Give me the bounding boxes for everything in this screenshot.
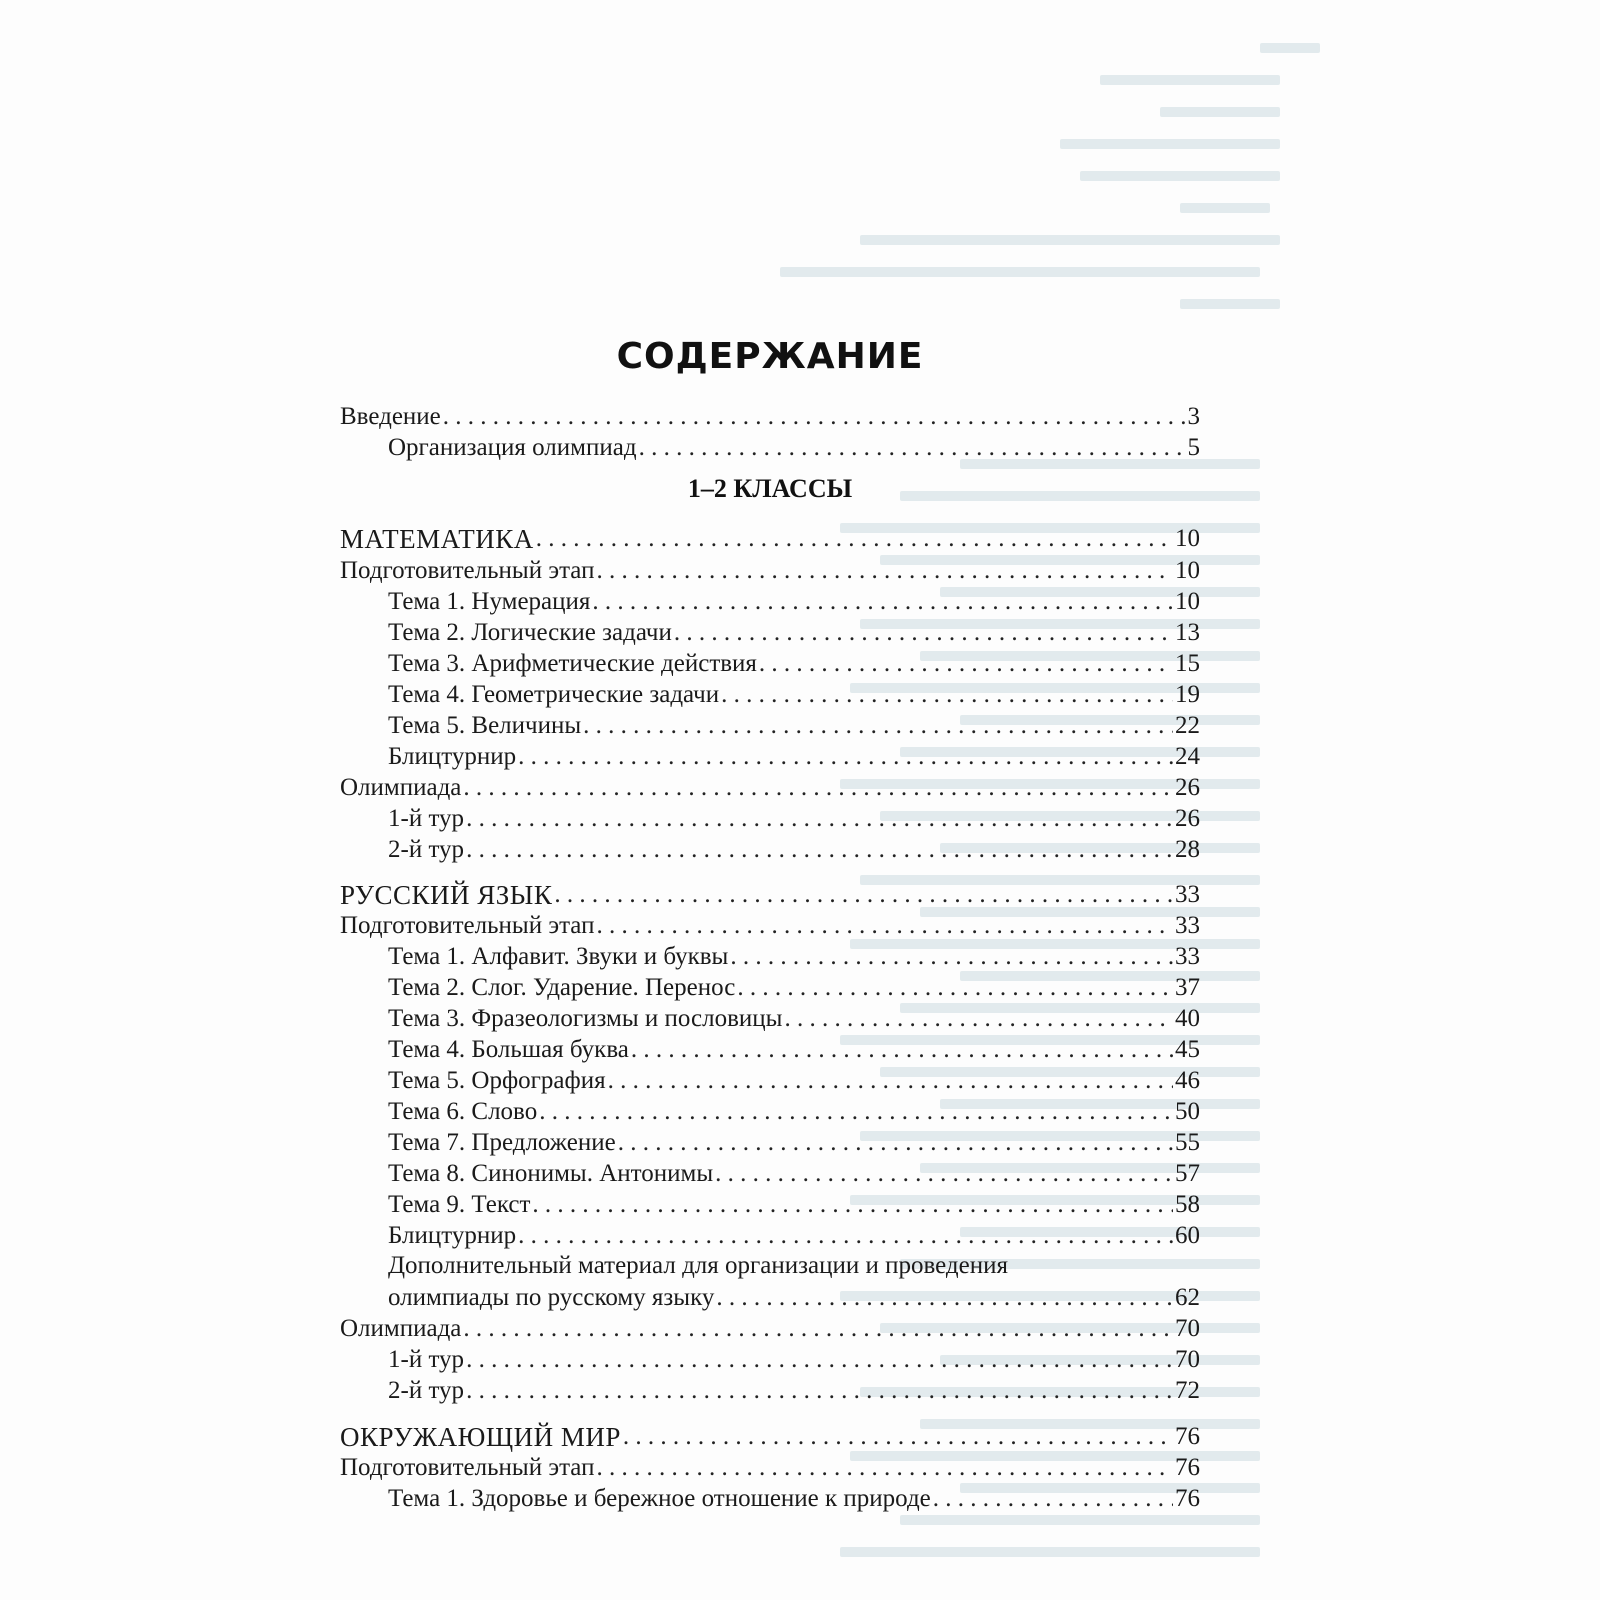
toc-entry-russian-round[interactable]: [388, 1374, 1200, 1406]
toc-entry-label: Дополнительный материал для организации и проведения: [388, 1252, 1008, 1279]
toc-entry-label: 2-й тур: [388, 1377, 465, 1404]
leader-dots: [674, 618, 1173, 648]
toc-page-number: 76: [1175, 1454, 1200, 1481]
toc-entry-label: Тема 2. Слог. Ударение. Перенос: [388, 974, 736, 1001]
toc-entry-label: 1-й тур: [388, 1346, 465, 1373]
leader-dots: [518, 1221, 1173, 1251]
toc-page-number: 10: [1175, 588, 1200, 615]
toc-page-number: 33: [1175, 912, 1200, 939]
toc-section-world[interactable]: [340, 1420, 1200, 1452]
toc-entry-label: Блицтурнир: [388, 1222, 517, 1249]
leader-dots: [466, 835, 1173, 865]
toc-page-number: 5: [1187, 434, 1200, 461]
toc-entry-label: Тема 4. Геометрические задачи: [388, 681, 720, 708]
toc-page-number: 19: [1175, 681, 1200, 708]
leader-dots: [466, 1345, 1173, 1375]
toc-entry-intro[interactable]: [340, 400, 1200, 432]
toc-entry-label: Тема 9. Текст: [388, 1191, 531, 1218]
toc-page-number: 76: [1175, 1423, 1200, 1450]
toc-entry-math-blitz[interactable]: [388, 740, 1200, 772]
toc-page-number: 70: [1175, 1315, 1200, 1342]
toc-page-number: 26: [1175, 774, 1200, 801]
leader-dots: [933, 1484, 1173, 1514]
toc-page-number: 22: [1175, 712, 1200, 739]
leader-dots: [716, 1283, 1173, 1313]
toc-page-number: 33: [1175, 943, 1200, 970]
toc-page-number: 33: [1175, 881, 1200, 908]
toc-section-label: МАТЕМАТИКА: [340, 524, 534, 554]
leader-dots: [443, 402, 1186, 432]
leader-dots: [759, 649, 1173, 679]
leader-dots: [539, 1097, 1173, 1127]
toc-page-number: 13: [1175, 619, 1200, 646]
toc-section-label: ОКРУЖАЮЩИЙ МИР: [340, 1422, 621, 1452]
toc-entry-russian-topic[interactable]: [388, 1188, 1200, 1220]
toc-entry-math-topic[interactable]: [388, 647, 1200, 679]
toc-page-number: 46: [1175, 1067, 1200, 1094]
toc-entry-label: Тема 1. Нумерация: [388, 588, 591, 615]
leader-dots: [466, 804, 1173, 834]
leader-dots: [463, 1314, 1173, 1344]
toc-entry-label: Подготовительный этап: [340, 557, 595, 584]
toc-entry-label: Организация олимпиад: [388, 434, 637, 461]
toc-page-number: 45: [1175, 1036, 1200, 1063]
grade-header: 1–2 КЛАССЫ: [687, 474, 853, 503]
leader-dots: [639, 433, 1186, 463]
leader-dots: [466, 1376, 1173, 1406]
toc-entry-russian-extra-line1[interactable]: [388, 1250, 1200, 1281]
toc-entry-label: Тема 7. Предложение: [388, 1129, 616, 1156]
toc-page-number: 40: [1175, 1005, 1200, 1032]
toc-entry-math-round[interactable]: [388, 802, 1200, 834]
toc-section-russian[interactable]: [340, 878, 1200, 910]
toc-page-number: 28: [1175, 836, 1200, 863]
leader-dots: [518, 742, 1173, 772]
toc-page-number: 62: [1175, 1284, 1200, 1311]
toc-entry-label: Тема 6. Слово: [388, 1098, 538, 1125]
toc-page-number: 70: [1175, 1346, 1200, 1373]
toc-entry-label: Введение: [340, 403, 441, 430]
toc-entry-label: Олимпиада: [340, 774, 462, 801]
leader-dots: [463, 773, 1173, 803]
toc-section-label: РУССКИЙ ЯЗЫК: [340, 880, 553, 910]
toc-entry-label: 2-й тур: [388, 836, 465, 863]
toc-entry-label: Тема 2. Логические задачи: [388, 619, 672, 646]
leader-dots: [596, 1453, 1173, 1483]
toc-entry-russian-topic[interactable]: [388, 940, 1200, 972]
leader-dots: [737, 973, 1173, 1003]
toc-page-number: 37: [1175, 974, 1200, 1001]
toc-entry-russian-topic[interactable]: [388, 1002, 1200, 1034]
toc-entry-math-topic[interactable]: [388, 585, 1200, 617]
toc-entry-russian-olympiad[interactable]: [340, 1312, 1200, 1344]
toc-entry-math-topic[interactable]: [388, 616, 1200, 648]
toc-entry-label: Тема 3. Арифметические действия: [388, 650, 757, 677]
leader-dots: [623, 1422, 1173, 1452]
toc-entry-math-round[interactable]: [388, 833, 1200, 865]
toc-section-math[interactable]: [340, 522, 1200, 554]
toc-entry-world-prep[interactable]: [340, 1451, 1200, 1483]
toc-entry-label: Тема 1. Здоровье и бережное отношение к природе: [388, 1485, 931, 1512]
toc-page-number: 10: [1175, 557, 1200, 584]
leader-dots: [784, 1004, 1173, 1034]
toc-entry-russian-blitz[interactable]: [388, 1219, 1200, 1251]
leader-dots: [721, 680, 1173, 710]
toc-page-number: 57: [1175, 1160, 1200, 1187]
toc-entry-russian-topic[interactable]: [388, 1064, 1200, 1096]
leader-dots: [592, 587, 1173, 617]
leader-dots: [596, 911, 1173, 941]
leader-dots: [730, 942, 1173, 972]
toc-entry-russian-topic[interactable]: [388, 1126, 1200, 1158]
leader-dots: [554, 880, 1173, 910]
toc-entry-label: Тема 5. Величины: [388, 712, 582, 739]
toc-entry-russian-topic[interactable]: [388, 1095, 1200, 1127]
toc-entry-russian-topic[interactable]: [388, 1033, 1200, 1065]
toc-entry-label: Тема 1. Алфавит. Звуки и буквы: [388, 943, 729, 970]
toc-title: СОДЕРЖАНИЕ: [616, 336, 924, 377]
toc-entry-label: олимпиады по русскому языку: [388, 1284, 715, 1311]
toc-page-number: 3: [1187, 403, 1200, 430]
toc-entry-russian-topic[interactable]: [388, 971, 1200, 1003]
toc-entry-label: Подготовительный этап: [340, 1454, 595, 1481]
toc-entry-label: Олимпиада: [340, 1315, 462, 1342]
toc-page-number: 10: [1175, 525, 1200, 552]
toc-entry-label: Тема 5. Орфография: [388, 1067, 606, 1094]
toc-entry-label: 1-й тур: [388, 805, 465, 832]
leader-dots: [596, 556, 1173, 586]
toc-entry-math-topic[interactable]: [388, 678, 1200, 710]
toc-entry-russian-topic[interactable]: [388, 1157, 1200, 1189]
toc-entry-math-olympiad[interactable]: [340, 771, 1200, 803]
toc-page-number: 50: [1175, 1098, 1200, 1125]
toc-entry-russian-extra[interactable]: [388, 1281, 1200, 1313]
toc-entry-russian-prep[interactable]: [340, 909, 1200, 941]
leader-dots: [532, 1190, 1173, 1220]
toc-entry-label: Тема 4. Большая буква: [388, 1036, 629, 1063]
toc-entry-label: Подготовительный этап: [340, 912, 595, 939]
toc-entry-label: Тема 8. Синонимы. Антонимы: [388, 1160, 714, 1187]
toc-page-number: 76: [1175, 1485, 1200, 1512]
toc-entry-world-topic[interactable]: [388, 1482, 1200, 1514]
toc-page-number: 58: [1175, 1191, 1200, 1218]
leader-dots: [536, 524, 1173, 554]
leader-dots: [608, 1066, 1173, 1096]
leader-dots: [631, 1035, 1173, 1065]
toc-entry-label: Блицтурнир: [388, 743, 517, 770]
leader-dots: [618, 1128, 1173, 1158]
toc-entry-russian-round[interactable]: [388, 1343, 1200, 1375]
leader-dots: [583, 711, 1173, 741]
toc-entry-math-prep[interactable]: [340, 554, 1200, 586]
toc-entry-math-topic[interactable]: [388, 709, 1200, 741]
toc-page-number: 60: [1175, 1222, 1200, 1249]
toc-page-number: 15: [1175, 650, 1200, 677]
toc-page-number: 24: [1175, 743, 1200, 770]
leader-dots: [715, 1159, 1173, 1189]
toc-page-number: 55: [1175, 1129, 1200, 1156]
toc-entry-olympiad-organization[interactable]: [388, 431, 1200, 463]
toc-entry-label: Тема 3. Фразеологизмы и пословицы: [388, 1005, 783, 1032]
toc-page-number: 72: [1175, 1377, 1200, 1404]
toc-page-number: 26: [1175, 805, 1200, 832]
